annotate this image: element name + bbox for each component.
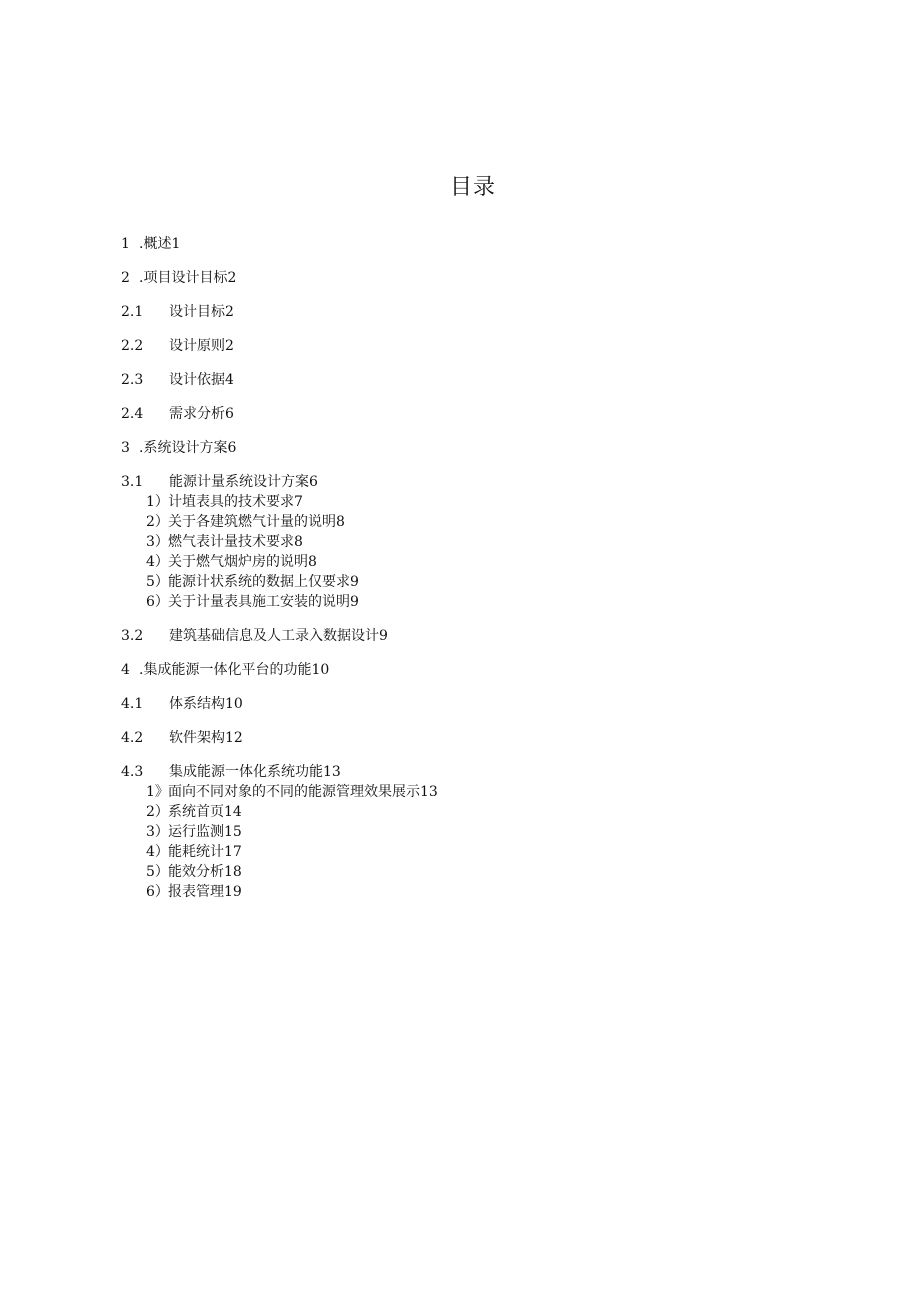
toc-number: 1	[121, 236, 130, 252]
toc-text: 设计目标2	[169, 304, 234, 320]
toc-subentry	[146, 863, 242, 881]
toc-text: 能源计量系统设计方案6	[169, 474, 318, 490]
toc-subentry	[146, 593, 359, 611]
toc-entry-2-1	[121, 303, 234, 321]
toc-text: .项目设计目标2	[139, 270, 237, 286]
toc-number: 2.3	[121, 372, 144, 388]
toc-text: 体系结构10	[169, 696, 243, 712]
toc-text: 建筑基础信息及人工录入数据设计9	[169, 628, 388, 644]
toc-number: 1》	[146, 784, 169, 800]
toc-entry-3-1	[121, 473, 318, 491]
toc-number: 4.3	[121, 764, 144, 780]
toc-number: 3.2	[121, 628, 144, 644]
toc-entry-2-3	[121, 371, 234, 389]
toc-entry-2-4	[121, 405, 234, 423]
toc-entry-2	[121, 269, 236, 287]
toc-number: 3	[121, 440, 130, 456]
toc-number: 4	[121, 662, 130, 678]
toc-text: 能源计状系统的数据上仅要求9	[168, 574, 359, 590]
toc-number: 2	[121, 270, 130, 286]
toc-subentry	[146, 823, 242, 841]
toc-number: 2）	[146, 804, 169, 820]
toc-entry-4-2	[121, 729, 243, 747]
toc-number: 2.4	[121, 406, 144, 422]
toc-entry-3	[121, 439, 236, 457]
toc-subentry	[146, 803, 242, 821]
toc-number: 3）	[146, 534, 169, 550]
toc-text: 面向不同对象的不同的能源管理效果展示13	[168, 784, 438, 800]
toc-number: 3）	[146, 824, 169, 840]
toc-number: 4.1	[121, 696, 144, 712]
toc-number: 5）	[146, 574, 169, 590]
toc-text: 软件架构12	[169, 730, 243, 746]
toc-text: 关于各建筑燃气计量的说明8	[168, 514, 345, 530]
toc-text: 集成能源一体化系统功能13	[169, 764, 341, 780]
toc-number: 4）	[146, 554, 169, 570]
toc-subentry	[146, 553, 317, 571]
page-title: 目录	[449, 175, 496, 200]
toc-text: 关于燃气烟炉房的说明8	[168, 554, 317, 570]
toc-text: 能效分析18	[168, 864, 242, 880]
toc-text: 关于计量表具施工安装的说明9	[168, 594, 359, 610]
toc-number: 2.2	[121, 338, 144, 354]
toc-subentry	[146, 883, 242, 901]
toc-text: .概述1	[139, 236, 181, 252]
toc-entry-4-3	[121, 763, 341, 781]
toc-number: 6）	[146, 884, 169, 900]
toc-text: 系统首页14	[168, 804, 242, 820]
toc-subentry	[146, 513, 345, 531]
toc-entry-1	[121, 235, 180, 253]
toc-text: .集成能源一体化平台的功能10	[139, 662, 330, 678]
toc-text: 报表管理19	[168, 884, 242, 900]
toc-text: 燃气表计量技术要求8	[168, 534, 303, 550]
toc-number: 2.1	[121, 304, 144, 320]
toc-subentry	[146, 533, 303, 551]
toc-number: 4.2	[121, 730, 144, 746]
toc-entry-4-1	[121, 695, 243, 713]
toc-text: 计埴表具的技术要求7	[168, 494, 303, 510]
toc-subentry	[146, 493, 303, 511]
toc-number: 5）	[146, 864, 169, 880]
toc-number: 4）	[146, 844, 169, 860]
toc-text: .系统设计方案6	[139, 440, 237, 456]
toc-text: 设计原则2	[169, 338, 234, 354]
toc-text: 需求分析6	[169, 406, 234, 422]
toc-number: 2）	[146, 514, 169, 530]
toc-subentry	[146, 573, 359, 591]
toc-number: 6）	[146, 594, 169, 610]
toc-text: 设计依据4	[169, 372, 234, 388]
toc-number: 1）	[146, 494, 169, 510]
toc-number: 3.1	[121, 474, 144, 490]
toc-entry-4	[121, 661, 329, 679]
toc-text: 运行监测15	[168, 824, 242, 840]
toc-subentry	[146, 843, 242, 861]
toc-entry-2-2	[121, 337, 234, 355]
toc-subentry	[146, 783, 438, 801]
toc-entry-3-2	[121, 627, 388, 645]
toc-text: 能耗统计17	[168, 844, 242, 860]
